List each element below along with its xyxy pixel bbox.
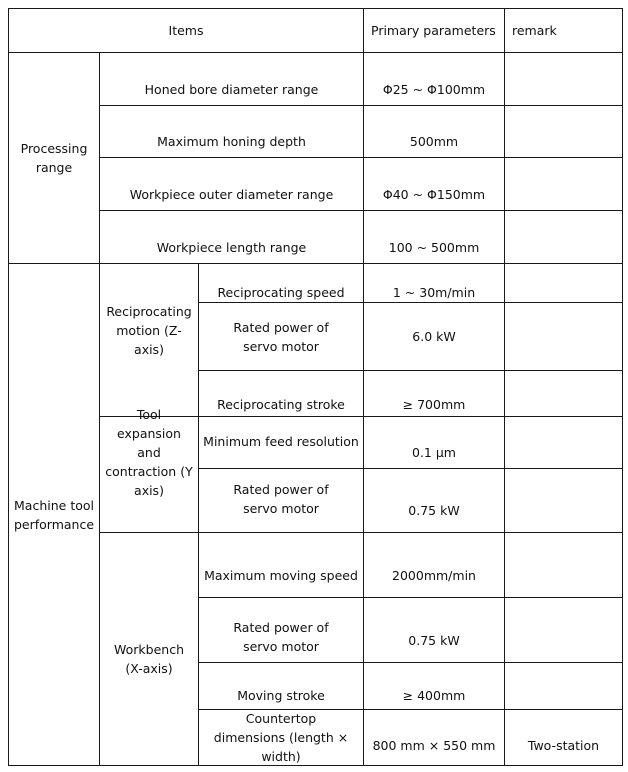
item-remark — [505, 417, 622, 468]
item-name: Rated power of servo motor — [233, 481, 329, 516]
item-name: Maximum honing depth — [157, 134, 306, 149]
group-label-workbench: Workbench (X-axis) — [114, 642, 184, 676]
item-value: 1 ~ 30m/min — [392, 284, 476, 300]
item-remark — [505, 53, 622, 105]
item-name: Rated power of servo motor — [233, 620, 329, 654]
header-primary-parameters: Primary parameters — [371, 23, 496, 38]
item-name: Rated power of servo motor — [233, 319, 329, 354]
item-remark — [505, 264, 622, 302]
item-remark — [505, 598, 622, 662]
item-name: Countertop dimensions (length × width) — [213, 711, 349, 764]
item-remark — [505, 371, 622, 416]
item-name: Maximum moving speed — [204, 567, 358, 583]
item-value: 6.0 kW — [412, 329, 456, 344]
item-value: 2000mm/min — [392, 567, 476, 583]
item-value: 0.75 kW — [408, 632, 460, 648]
item-value: 800 mm × 550 mm — [372, 738, 496, 753]
item-remark: Two-station — [527, 738, 600, 753]
item-name: Honed bore diameter range — [144, 81, 319, 97]
item-name: Reciprocating speed — [217, 284, 345, 300]
table-border-right — [622, 8, 623, 766]
item-value: Φ25 ~ Φ100mm — [382, 81, 486, 97]
item-remark — [505, 663, 622, 709]
item-value: ≥ 700mm — [402, 397, 466, 412]
section-label-machine-tool-performance: Machine tool performance — [13, 497, 95, 532]
item-remark — [505, 303, 622, 370]
item-name: Moving stroke — [237, 687, 325, 703]
item-name: Minimum feed resolution — [203, 434, 359, 449]
item-value: ≥ 400mm — [402, 687, 466, 703]
header-items: Items — [168, 23, 204, 38]
section-label-processing-range: Processing range — [20, 141, 88, 175]
item-name: Workpiece outer diameter range — [129, 186, 334, 202]
item-name: Workpiece length range — [156, 239, 307, 255]
item-value: 0.75 kW — [408, 503, 460, 518]
group-label-tool-expansion: Tool expansion and contraction (Y axis) — [105, 407, 193, 498]
group-label-reciprocating-motion: Reciprocating motion (Z-axis) — [106, 303, 192, 357]
item-remark — [505, 533, 622, 597]
item-name: Reciprocating stroke — [217, 397, 345, 412]
item-value: 0.1 μm — [412, 445, 456, 460]
item-remark — [505, 469, 622, 532]
item-remark — [505, 158, 622, 210]
item-value: 100 ~ 500mm — [388, 239, 480, 255]
header-remark: remark — [512, 23, 557, 38]
item-remark — [505, 106, 622, 157]
item-value: Φ40 ~ Φ150mm — [382, 186, 486, 202]
item-remark — [505, 211, 622, 263]
item-value: 500mm — [409, 134, 459, 149]
